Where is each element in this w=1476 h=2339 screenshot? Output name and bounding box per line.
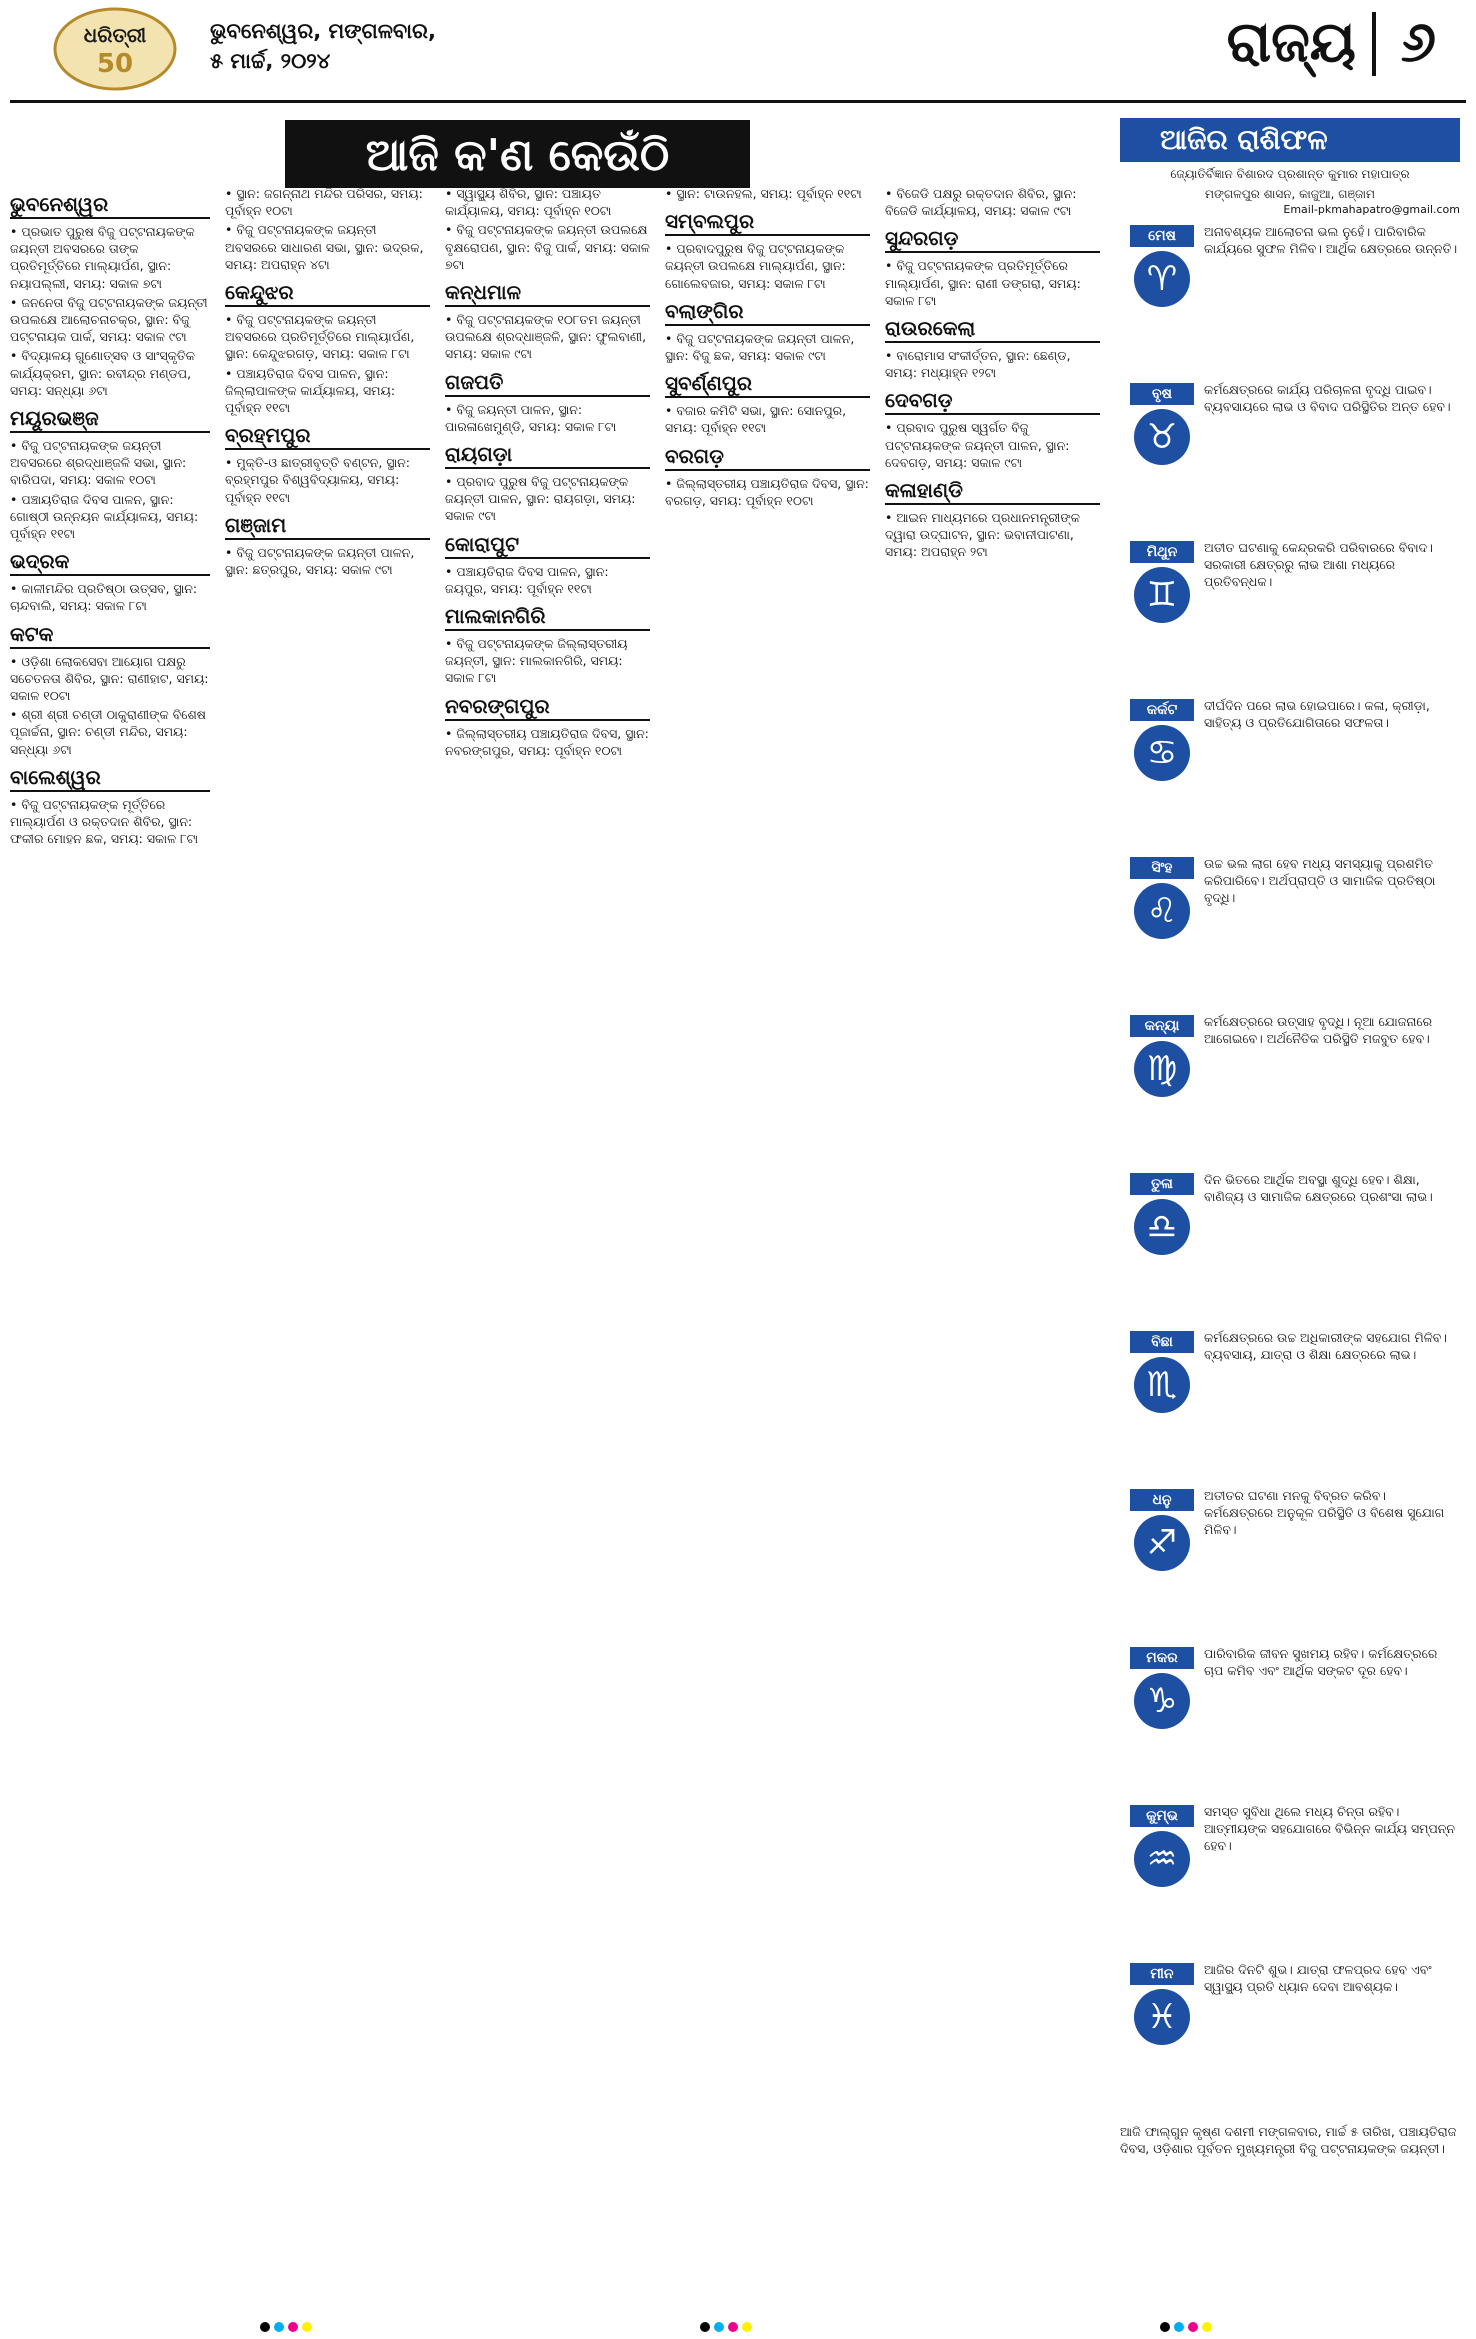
rashi-item: [1120, 1799, 1460, 1955]
registration-mark: [728, 2322, 738, 2332]
district-heading: ବାଲେଶ୍ୱର: [10, 764, 210, 792]
rashi-name: କନ୍ୟା: [1130, 1015, 1194, 1037]
district-heading: ବରଗଡ଼: [665, 443, 870, 471]
rashi-prediction: କର୍ମକ୍ଷେତ୍ରରେ ଉଚ୍ଚ ଅଧିକାରୀଙ୍କ ସହଯୋଗ ମିଳିବ। ବ୍ୟବସାୟ, ଯାତ୍ରା ଓ ଶିକ୍ଷା କ୍ଷେତ୍ରରେ ଲାଭ।: [1204, 1330, 1447, 1362]
registration-mark: [742, 2322, 752, 2332]
district-heading: ସୁବର୍ଣ୍ଣପୁର: [665, 370, 870, 398]
event-entry: • ବିଜୁ ପଟ୍ଟନାୟକଙ୍କ ଜୟନ୍ତୀ ଅବସରରେ ଶ୍ରଦ୍ଧାଞ୍ଜଳି ସଭା, ସ୍ଥାନ: ବାରିପଦା, ସମୟ: ସକାଳ ୧୦ଟା: [10, 437, 210, 489]
district-heading: ବ୍ରହ୍ମପୁର: [225, 422, 430, 450]
events-column: [445, 185, 650, 2285]
rashi-name: ବୃଷ: [1130, 383, 1194, 405]
rashi-item: [1120, 851, 1460, 1007]
zodiac-icon: ♏: [1134, 1357, 1190, 1413]
event-entry: • ପଞ୍ଚାୟତିରାଜ ଦିବସ ପାଳନ, ସ୍ଥାନ: ଗୋଷ୍ଠୀ ଉନ୍ନୟନ କାର୍ଯ୍ୟାଳୟ, ସମୟ: ପୂର୍ବାହ୍ନ ୧୧ଟା: [10, 491, 210, 543]
rashi-item: [1120, 1483, 1460, 1639]
rashi-name: ଧନୁ: [1130, 1489, 1194, 1511]
registration-mark: [1188, 2322, 1198, 2332]
event-entry: • ଆଇନ ମାଧ୍ୟମରେ ପ୍ରଧାନମନ୍ତ୍ରୀଙ୍କ ଦ୍ୱାରା ଉଦ୍‌ଘାଟନ, ସ୍ଥାନ: ଭବାନୀପାଟଣା, ସମୟ: ଅପରାହ୍ନ ୨ଟା: [885, 509, 1100, 561]
rashi-item: [1120, 219, 1460, 375]
dateline: [210, 16, 436, 76]
top-rule: [10, 100, 1466, 103]
event-entry: • ପଞ୍ଚାୟତିରାଜ ଦିବସ ପାଳନ, ସ୍ଥାନ: ଜୟପୁର, ସମୟ: ପୂର୍ବାହ୍ନ ୧୧ଟା: [445, 563, 650, 597]
registration-mark: [700, 2322, 710, 2332]
rashi-name: କର୍କଟ: [1130, 699, 1194, 721]
event-entry: • ବିଜେଡି ପକ୍ଷରୁ ରକ୍ତଦାନ ଶିବିର, ସ୍ଥାନ: ବିଜେଡି କାର୍ଯ୍ୟାଳୟ, ସମୟ: ସକାଳ ୯ଟା: [885, 185, 1100, 219]
rashi-prediction: ଦୀର୍ଘଦିନ ପରେ ଲାଭ ହୋଇପାରେ। କଳା, କ୍ରୀଡ଼ା, ସାହିତ୍ୟ ଓ ପ୍ରତିଯୋଗିତାରେ ସଫଳତା।: [1204, 698, 1430, 730]
rashi-name: ମେଷ: [1130, 225, 1194, 247]
zodiac-icon: ♐: [1134, 1515, 1190, 1571]
astrologer-email: Email-pkmahapatro@gmail.com: [1283, 203, 1460, 216]
rashi-name: ମୀନ: [1130, 1963, 1194, 1985]
rashi-prediction: କର୍ମକ୍ଷେତ୍ରରେ କାର୍ଯ୍ୟ ପରିଚାଳନା ବୃଦ୍ଧି ପାଇବ। ବ୍ୟବସାୟରେ ଲାଭ ଓ ବିବାଦ ପରିସ୍ଥିତିର ଅନ୍ତ ହେବ।: [1204, 382, 1451, 414]
print-registration-marks: [0, 2318, 1476, 2338]
district-heading: ଭଦ୍ରକ: [10, 548, 210, 576]
zodiac-icon: ♈: [1134, 251, 1190, 307]
rashi-name: ମକର: [1130, 1647, 1194, 1669]
district-heading: ବଲାଙ୍ଗିର: [665, 298, 870, 326]
zodiac-icon: ♎: [1134, 1199, 1190, 1255]
district-heading: ଦେବଗଡ଼: [885, 387, 1100, 415]
district-heading: ସୁନ୍ଦରଗଡ଼: [885, 225, 1100, 253]
zodiac-icon: ♋: [1134, 725, 1190, 781]
rashi-prediction: ଅତୀତର ଘଟଣା ମନକୁ ବିବ୍ରତ କରିବ। କର୍ମକ୍ଷେତ୍ରରେ ଅନୁକୂଳ ପରିସ୍ଥିତି ଓ ବିଶେଷ ସୁଯୋଗ ମିଳିବ।: [1204, 1488, 1445, 1537]
rashi-item: [1120, 1009, 1460, 1165]
rashifal-title: ଆଜିର ରାଶିଫଳ: [1120, 118, 1460, 162]
rashi-name: କୁମ୍ଭ: [1130, 1805, 1194, 1827]
event-entry: • ପ୍ରଭାତ ପୁରୁଷ ବିଜୁ ପଟ୍ଟନାୟକଙ୍କ ଜୟନ୍ତୀ ଅବସରରେ ତାଙ୍କ ପ୍ରତିମୂର୍ତ୍ତିରେ ମାଲ୍ୟାର୍ପଣ, ସ୍ଥାନ: ନୟାପଲ୍ଲୀ, ସମୟ: ସକାଳ ୭ଟା: [10, 223, 210, 292]
zodiac-icon: ♉: [1134, 409, 1190, 465]
district-heading: ସମ୍ବଲପୁର: [665, 208, 870, 236]
events-column: [885, 185, 1100, 2285]
events-column: [665, 185, 870, 2285]
event-entry: • ବିଜୁ ପଟ୍ଟନାୟକଙ୍କ ଜୟନ୍ତୀ ଅବସରରେ ସାଧାରଣ ସଭା, ସ୍ଥାନ: ଭଦ୍ରକ, ସମୟ: ଅପରାହ୍ନ ୪ଟା: [225, 221, 430, 273]
event-entry: • ବିଜୁ ପଟ୍ଟନାୟକଙ୍କ ଜୟନ୍ତୀ ପାଳନ, ସ୍ଥାନ: ଛତ୍ରପୁର, ସମୟ: ସକାଳ ୯ଟା: [225, 544, 430, 578]
rashi-prediction: ଦିନ ଭିତରେ ଆର୍ଥିକ ଅବସ୍ଥା ଶୁଦ୍ଧି ହେବ। ଶିକ୍ଷା, ବାଣିଜ୍ୟ ଓ ସାମାଜିକ କ୍ଷେତ୍ରରେ ପ୍ରଶଂସା ଲାଭ।: [1204, 1172, 1433, 1204]
rashi-prediction: ଉଚ୍ଚ ଭଲ ଲାଗ ହେବ ମଧ୍ୟ ସମସ୍ୟାକୁ ପ୍ରଶମିତ କରିପାରିବେ। ଅର୍ଥପ୍ରାପ୍ତି ଓ ସାମାଜିକ ପ୍ରତିଷ୍ଠା ବୃଦ୍ଧି।: [1204, 856, 1436, 905]
district-heading: ଗଞ୍ଜାମ: [225, 512, 430, 540]
rashi-item: [1120, 377, 1460, 533]
event-entry: • ଜିଲ୍ଲାସ୍ତରୀୟ ପଞ୍ଚାୟତିରାଜ ଦିବସ, ସ୍ଥାନ: ବରଗଡ଼, ସମୟ: ପୂର୍ବାହ୍ନ ୧୦ଟା: [665, 475, 870, 509]
section-divider: [1372, 12, 1376, 76]
rashi-prediction: ସମସ୍ତ ସୁବିଧା ଥିଲେ ମଧ୍ୟ ଚିନ୍ତା ରହିବ। ଆତ୍ମୀୟଙ୍କ ସହଯୋଗରେ ବିଭିନ୍ନ କାର୍ଯ୍ୟ ସମ୍ପନ୍ନ ହେବ।: [1204, 1804, 1456, 1853]
rashi-prediction: ଆଜିର ଦିନଟି ଶୁଭ। ଯାତ୍ରା ଫଳପ୍ରଦ ହେବ ଏବଂ ସ୍ୱାସ୍ଥ୍ୟ ପ୍ରତି ଧ୍ୟାନ ଦେବା ଆବଶ୍ୟକ।: [1204, 1962, 1432, 1994]
event-entry: • ସ୍ଥାନ: ଟାଉନହଲ, ସମୟ: ପୂର୍ବାହ୍ନ ୧୧ଟା: [665, 185, 870, 202]
event-entry: • ବିଜୁ ପଟ୍ଟନାୟକଙ୍କ ଜୟନ୍ତୀ ପାଳନ, ସ୍ଥାନ: ବିଜୁ ଛକ, ସମୟ: ସକାଳ ୯ଟା: [665, 330, 870, 364]
rashi-item: [1120, 1957, 1460, 2113]
masthead: [0, 0, 1476, 100]
registration-mark: [260, 2322, 270, 2332]
registration-mark: [302, 2322, 312, 2332]
registration-mark: [1174, 2322, 1184, 2332]
zodiac-icon: ♌: [1134, 883, 1190, 939]
district-heading: କନ୍ଧମାଳ: [445, 279, 650, 307]
event-entry: • ସ୍ଥାନ: ଜଗନ୍ନାଥ ମନ୍ଦିର ପରିସର, ସମୟ: ପୂର୍ବାହ୍ନ ୧୦ଟା: [225, 185, 430, 219]
astrologer-name: ଜ୍ୟୋତିର୍ବିଜ୍ଞାନ ବିଶାରଦ ପ୍ରଶାନ୍ତ କୁମାର ମହାପାତ୍ର: [1170, 167, 1410, 181]
rashi-item: [1120, 1167, 1460, 1323]
rashi-item: [1120, 693, 1460, 849]
event-entry: • ପଞ୍ଚାୟତିରାଜ ଦିବସ ପାଳନ, ସ୍ଥାନ: ଜିଲ୍ଲାପାଳଙ୍କ କାର୍ଯ୍ୟାଳୟ, ସମୟ: ପୂର୍ବାହ୍ନ ୧୧ଟା: [225, 365, 430, 417]
registration-mark: [1202, 2322, 1212, 2332]
registration-mark: [274, 2322, 284, 2332]
district-heading: ରାୟଗଡ଼ା: [445, 441, 650, 469]
rashi-prediction: କର୍ମକ୍ଷେତ୍ରରେ ଉତ୍ସାହ ବୃଦ୍ଧି। ନୂଆ ଯୋଜନାରେ ଆଗେଇବେ। ଅର୍ଥନୈତିକ ପରିସ୍ଥିତି ମଜବୁତ ହେବ।: [1204, 1014, 1433, 1046]
svg-text:ଧରିତ୍ରୀ: ଧରିତ୍ରୀ: [83, 23, 147, 47]
district-heading: କଳାହାଣ୍ଡି: [885, 477, 1100, 505]
rashifal-panel: [1120, 118, 1460, 2333]
event-entry: • ବିଜୁ ପଟ୍ଟନାୟକଙ୍କ ମୂର୍ତ୍ତିରେ ମାଲ୍ୟାର୍ପଣ ଓ ରକ୍ତଦାନ ଶିବିର, ସ୍ଥାନ: ଫକୀର ମୋହନ ଛକ, ସମୟ: ସକାଳ ୮ଟା: [10, 796, 210, 848]
event-entry: • ବାରୋମାସ ସଂକୀର୍ତ୍ତନ, ସ୍ଥାନ: ଛେଣ୍ଡ, ସମୟ: ମଧ୍ୟାହ୍ନ ୧୨ଟା: [885, 347, 1100, 381]
events-column: [10, 185, 210, 2285]
registration-mark: [288, 2322, 298, 2332]
district-heading: କୋରାପୁଟ: [445, 531, 650, 559]
rashi-name: ସିଂହ: [1130, 857, 1194, 879]
district-heading: ଭୁବନେଶ୍ୱର: [10, 191, 210, 219]
zodiac-icon: ♓: [1134, 1989, 1190, 2045]
section-title: ରାଜ୍ୟ: [1226, 10, 1356, 75]
rashi-item: [1120, 1641, 1460, 1797]
date-line-1: ଭୁବନେଶ୍ୱର, ମଙ୍ଗଳବାର,: [210, 19, 436, 43]
astrologer-address: ମଙ୍ଗଳପୁର ଶାସନ, କାଜୁଆ, ଗଞ୍ଜାମ: [1205, 187, 1375, 201]
district-heading: ନବରଙ୍ଗପୁର: [445, 693, 650, 721]
event-entry: • ଜନନେତା ବିଜୁ ପଟ୍ଟନାୟକଙ୍କ ଜୟନ୍ତୀ ଉପଲକ୍ଷେ ଆଲୋଚନାଚକ୍ର, ସ୍ଥାନ: ବିଜୁ ପଟ୍ଟନାୟକ ପାର୍କ, ସମୟ: ସକାଳ ୯ଟା: [10, 294, 210, 346]
rashi-name: ତୁଳା: [1130, 1173, 1194, 1195]
event-entry: • ବିଜୁ ପଟ୍ଟନାୟକଙ୍କ ଜୟନ୍ତୀ ଅବସରରେ ପ୍ରତିମୂର୍ତ୍ତିରେ ମାଲ୍ୟାର୍ପଣ, ସ୍ଥାନ: କେନ୍ଦୁଝରଗଡ଼, ସମୟ: ସକାଳ ୮ଟା: [225, 311, 430, 363]
rashi-prediction: ପାରିବାରିକ ଜୀବନ ସୁଖମୟ ରହିବ। କର୍ମକ୍ଷେତ୍ରରେ ଚାପ କମିବ ଏବଂ ଆର୍ଥିକ ସଙ୍କଟ ଦୂର ହେବ।: [1204, 1646, 1438, 1678]
event-entry: • ବିଜୁ ପଟ୍ଟନାୟକଙ୍କ ପ୍ରତିମୂର୍ତ୍ତିରେ ମାଲ୍ୟାର୍ପଣ, ସ୍ଥାନ: ରାଣୀ ଡଙ୍ଗରା, ସମୟ: ସକାଳ ୮ଟା: [885, 257, 1100, 309]
event-entry: • ବିଜୁ ପଟ୍ଟନାୟକଙ୍କ ୧୦୮ତମ ଜୟନ୍ତୀ ଉପଲକ୍ଷେ ଶ୍ରଦ୍ଧାଞ୍ଜଳି, ସ୍ଥାନ: ଫୁଲବାଣୀ, ସମୟ: ସକାଳ ୯ଟା: [445, 311, 650, 363]
event-entry: • ବିଜୁ ଜୟନ୍ତୀ ପାଳନ, ସ୍ଥାନ: ପାରଳାଖେମୁଣ୍ଡି, ସମୟ: ସକାଳ ୮ଟା: [445, 401, 650, 435]
zodiac-icon: ♑: [1134, 1673, 1190, 1729]
event-entry: • ପ୍ରବାଦପୁରୁଷ ବିଜୁ ପଟ୍ଟନାୟକଙ୍କ ଜୟନ୍ତୀ ଉପଲକ୍ଷେ ମାଲ୍ୟାର୍ପଣ, ସ୍ଥାନ: ଗୋଲେବଜାର, ସମୟ: ସକାଳ ୮ଟା: [665, 240, 870, 292]
event-entry: • ଜିଲ୍ଲାସ୍ତରୀୟ ପଞ୍ଚାୟତିରାଜ ଦିବସ, ସ୍ଥାନ: ନବରଙ୍ଗପୁର, ସମୟ: ପୂର୍ବାହ୍ନ ୧୦ଟା: [445, 725, 650, 759]
event-entry: • ପ୍ରବାଦ ପୁରୁଷ ସ୍ୱର୍ଗତ ବିଜୁ ପଟ୍ଟନାୟକଙ୍କ ଜୟନ୍ତୀ ପାଳନ, ସ୍ଥାନ: ଦେବଗଡ଼, ସମୟ: ସକାଳ ୯ଟା: [885, 419, 1100, 471]
rashi-list: [1120, 219, 1460, 2113]
district-heading: ଗଜପତି: [445, 369, 650, 397]
events-banner: ଆଜି କ'ଣ କେଉଁଠି: [285, 120, 750, 188]
event-entry: • ପ୍ରବାଦ ପୁରୁଷ ବିଜୁ ପଟ୍ଟନାୟକଙ୍କ ଜୟନ୍ତୀ ପାଳନ, ସ୍ଥାନ: ରାୟଗଡ଼ା, ସମୟ: ସକାଳ ୯ଟା: [445, 473, 650, 525]
district-heading: ମାଲକାନଗିରି: [445, 603, 650, 631]
event-entry: • କାଳୀମନ୍ଦିର ପ୍ରତିଷ୍ଠା ଉତ୍ସବ, ସ୍ଥାନ: ଚାନ୍ଦବାଲି, ସମୟ: ସକାଳ ୮ଟା: [10, 580, 210, 614]
zodiac-icon: ♒: [1134, 1831, 1190, 1887]
registration-mark: [1160, 2322, 1170, 2332]
events-column: [225, 185, 430, 2285]
district-heading: କେନ୍ଦୁଝର: [225, 279, 430, 307]
event-entry: • ବିଦ୍ୟାଳୟ ଗୁଣୋତ୍ସବ ଓ ସାଂସ୍କୃତିକ କାର୍ଯ୍ୟକ୍ରମ, ସ୍ଥାନ: ରବୀନ୍ଦ୍ର ମଣ୍ଡପ, ସମୟ: ସନ୍ଧ୍ୟା ୬ଟା: [10, 347, 210, 399]
district-heading: କଟକ: [10, 621, 210, 649]
rashi-prediction: ଅନାବଶ୍ୟକ ଆଲୋଚନା ଭଲ ନୁହେଁ। ପାରିବାରିକ କାର୍ଯ୍ୟରେ ସୁଫଳ ମିଳିବ। ଆର୍ଥିକ କ୍ଷେତ୍ରରେ ଉନ୍ନତି।: [1204, 224, 1458, 256]
rashi-item: [1120, 535, 1460, 691]
event-entry: • ଶ୍ରୀ ଶ୍ରୀ ଚଣ୍ଡୀ ଠାକୁରାଣୀଙ୍କ ବିଶେଷ ପୂଜାର୍ଚ୍ଚନା, ସ୍ଥାନ: ଚଣ୍ଡୀ ମନ୍ଦିର, ସମୟ: ସନ୍ଧ୍ୟା ୬ଟା: [10, 706, 210, 758]
event-entry: • ବଜାର କମିଟି ସଭା, ସ୍ଥାନ: ସୋନପୁର, ସମୟ: ପୂର୍ବାହ୍ନ ୧୧ଟା: [665, 402, 870, 436]
event-entry: • ବିଜୁ ପଟ୍ଟନାୟକଙ୍କ ଜୟନ୍ତୀ ଉପଲକ୍ଷେ ବୃକ୍ଷରୋପଣ, ସ୍ଥାନ: ବିଜୁ ପାର୍କ, ସମୟ: ସକାଳ ୭ଟା: [445, 221, 650, 273]
district-heading: ରାଉରକେଲା: [885, 315, 1100, 343]
event-entry: • ଓଡ଼ିଶା ଲୋକସେବା ଆୟୋଗ ପକ୍ଷରୁ ସଚେତନତା ଶିବିର, ସ୍ଥାନ: ରାଣୀହାଟ, ସମୟ: ସକାଳ ୧୦ଟା: [10, 653, 210, 705]
zodiac-icon: ♊: [1134, 567, 1190, 623]
rashi-name: ବିଛା: [1130, 1331, 1194, 1353]
rashi-name: ମିଥୁନ: [1130, 541, 1194, 563]
date-line-2: ୫ ମାର୍ଚ୍ଚ, ୨୦୨୪: [210, 49, 331, 73]
page-number: ୬: [1400, 10, 1436, 75]
panchang-note: ଆଜି ଫାଲ୍‌ଗୁନ କୃଷ୍ଣ ଦଶମୀ ମଙ୍ଗଳବାର, ମାର୍ଚ୍ଚ ୫ ତାରିଖ, ପଞ୍ଚାୟତିରାଜ ଦିବସ, ଓଡ଼ିଶାର ପୂର୍ବତନ ମୁଖ୍ୟମନ୍ତ୍ରୀ ବିଜୁ ପଟ୍ଟନାୟକଙ୍କ ଜୟନ୍ତୀ।: [1120, 2124, 1457, 2156]
rashi-item: [1120, 1325, 1460, 1481]
registration-mark: [714, 2322, 724, 2332]
svg-text:50: 50: [96, 49, 134, 79]
district-heading: ମୟୂରଭଞ୍ଜ: [10, 405, 210, 433]
newspaper-logo: [40, 4, 190, 94]
rashi-prediction: ଅତୀତ ଘଟଣାକୁ କେନ୍ଦ୍ରକରି ପରିବାରରେ ବିବାଦ। ସରକାରୀ କ୍ଷେତ୍ରରୁ ଲାଭ ଆଶା ମଧ୍ୟରେ ପ୍ରତିବନ୍ଧକ।: [1204, 540, 1433, 589]
zodiac-icon: ♍: [1134, 1041, 1190, 1097]
event-entry: • ବିଜୁ ପଟ୍ଟନାୟକଙ୍କ ଜିଲ୍ଲାସ୍ତରୀୟ ଜୟନ୍ତୀ, ସ୍ଥାନ: ମାଲକାନଗିରି, ସମୟ: ସକାଳ ୮ଟା: [445, 635, 650, 687]
event-entry: • ମୁକ୍ତି-ଓ ଛାତ୍ରୀବୃତ୍ତି ବଣ୍ଟନ, ସ୍ଥାନ: ବ୍ରହ୍ମପୁର ବିଶ୍ୱବିଦ୍ୟାଳୟ, ସମୟ: ପୂର୍ବାହ୍ନ ୧୧ଟା: [225, 454, 430, 506]
event-entry: • ସ୍ୱାସ୍ଥ୍ୟ ଶିବିର, ସ୍ଥାନ: ପଞ୍ଚାୟତ କାର୍ଯ୍ୟାଳୟ, ସମୟ: ପୂର୍ବାହ୍ନ ୧୦ଟା: [445, 185, 650, 219]
